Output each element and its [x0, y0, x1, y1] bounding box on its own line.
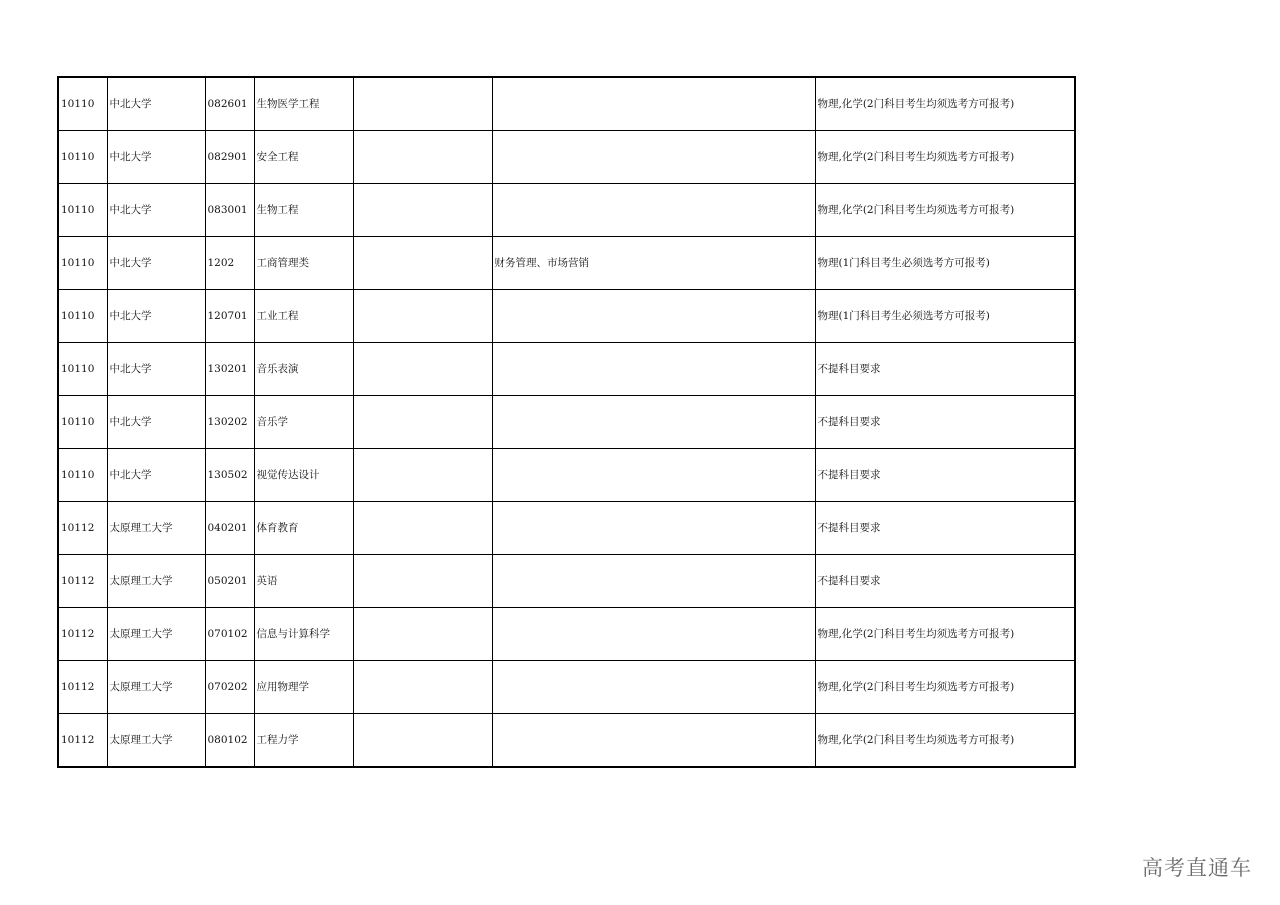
subject-requirement-cell: 不提科目要求 [815, 449, 1075, 502]
subject-requirement-cell: 物理,化学(2门科目考生均须选考方可报考) [815, 131, 1075, 184]
empty-cell [353, 502, 492, 555]
major-code-cell: 070102 [205, 608, 254, 661]
table-row [58, 77, 1075, 131]
major-code-cell: 080102 [205, 714, 254, 768]
included-majors-cell [492, 184, 815, 237]
table-row [58, 237, 1075, 290]
school-name-cell: 太原理工大学 [107, 555, 205, 608]
school-name-cell: 中北大学 [107, 449, 205, 502]
school-code-cell: 10110 [58, 290, 107, 343]
major-code-cell: 082901 [205, 131, 254, 184]
subject-requirement-cell: 不提科目要求 [815, 343, 1075, 396]
table-row [58, 184, 1075, 237]
included-majors-cell [492, 343, 815, 396]
table-row [58, 290, 1075, 343]
empty-cell [353, 343, 492, 396]
major-code-cell: 082601 [205, 77, 254, 131]
major-code-cell: 1202 [205, 237, 254, 290]
school-code-cell: 10112 [58, 661, 107, 714]
school-name-cell: 中北大学 [107, 77, 205, 131]
school-code-cell: 10110 [58, 396, 107, 449]
major-name-cell: 音乐表演 [254, 343, 353, 396]
school-name-cell: 中北大学 [107, 184, 205, 237]
table-row [58, 502, 1075, 555]
major-name-cell: 体育教育 [254, 502, 353, 555]
included-majors-cell [492, 661, 815, 714]
school-code-cell: 10112 [58, 714, 107, 768]
empty-cell [353, 184, 492, 237]
subject-requirement-cell: 物理(1门科目考生必须选考方可报考) [815, 290, 1075, 343]
major-name-cell: 工商管理类 [254, 237, 353, 290]
major-code-cell: 070202 [205, 661, 254, 714]
empty-cell [353, 77, 492, 131]
school-name-cell: 中北大学 [107, 237, 205, 290]
school-name-cell: 中北大学 [107, 290, 205, 343]
subject-requirement-cell: 物理,化学(2门科目考生均须选考方可报考) [815, 714, 1075, 768]
subject-requirement-cell: 物理,化学(2门科目考生均须选考方可报考) [815, 661, 1075, 714]
major-name-cell: 音乐学 [254, 396, 353, 449]
table-row [58, 714, 1075, 768]
school-name-cell: 中北大学 [107, 396, 205, 449]
table-row [58, 555, 1075, 608]
included-majors-cell [492, 77, 815, 131]
major-name-cell: 安全工程 [254, 131, 353, 184]
subject-requirement-cell: 不提科目要求 [815, 396, 1075, 449]
subject-requirements-table [57, 76, 1076, 768]
major-name-cell: 应用物理学 [254, 661, 353, 714]
empty-cell [353, 608, 492, 661]
subject-requirement-cell: 物理(1门科目考生必须选考方可报考) [815, 237, 1075, 290]
included-majors-cell [492, 608, 815, 661]
table-row [58, 661, 1075, 714]
empty-cell [353, 661, 492, 714]
major-code-cell: 130202 [205, 396, 254, 449]
included-majors-cell [492, 396, 815, 449]
included-majors-cell: 财务管理、市场营销 [492, 237, 815, 290]
subject-requirement-cell: 不提科目要求 [815, 502, 1075, 555]
school-code-cell: 10110 [58, 237, 107, 290]
major-name-cell: 英语 [254, 555, 353, 608]
school-name-cell: 中北大学 [107, 343, 205, 396]
included-majors-cell [492, 502, 815, 555]
school-code-cell: 10110 [58, 77, 107, 131]
school-code-cell: 10112 [58, 555, 107, 608]
table-row [58, 449, 1075, 502]
major-name-cell: 工业工程 [254, 290, 353, 343]
subject-requirement-cell: 不提科目要求 [815, 555, 1075, 608]
school-code-cell: 10110 [58, 184, 107, 237]
empty-cell [353, 449, 492, 502]
empty-cell [353, 396, 492, 449]
empty-cell [353, 555, 492, 608]
major-name-cell: 生物医学工程 [254, 77, 353, 131]
school-code-cell: 10110 [58, 449, 107, 502]
major-name-cell: 视觉传达设计 [254, 449, 353, 502]
subject-requirement-cell: 物理,化学(2门科目考生均须选考方可报考) [815, 184, 1075, 237]
school-name-cell: 太原理工大学 [107, 502, 205, 555]
included-majors-cell [492, 449, 815, 502]
subject-requirement-cell: 物理,化学(2门科目考生均须选考方可报考) [815, 608, 1075, 661]
school-name-cell: 中北大学 [107, 131, 205, 184]
major-code-cell: 130201 [205, 343, 254, 396]
school-name-cell: 太原理工大学 [107, 714, 205, 768]
empty-cell [353, 290, 492, 343]
major-code-cell: 050201 [205, 555, 254, 608]
major-name-cell: 生物工程 [254, 184, 353, 237]
school-code-cell: 10112 [58, 502, 107, 555]
school-code-cell: 10110 [58, 131, 107, 184]
table-row [58, 396, 1075, 449]
watermark-logo: 高考直通车 [1142, 856, 1252, 880]
table-row [58, 343, 1075, 396]
included-majors-cell [492, 714, 815, 768]
included-majors-cell [492, 290, 815, 343]
major-name-cell: 工程力学 [254, 714, 353, 768]
school-code-cell: 10112 [58, 608, 107, 661]
empty-cell [353, 131, 492, 184]
included-majors-cell [492, 555, 815, 608]
table-body [58, 77, 1075, 767]
school-code-cell: 10110 [58, 343, 107, 396]
table-row [58, 131, 1075, 184]
subject-requirement-cell: 物理,化学(2门科目考生均须选考方可报考) [815, 77, 1075, 131]
school-name-cell: 太原理工大学 [107, 661, 205, 714]
included-majors-cell [492, 131, 815, 184]
empty-cell [353, 714, 492, 768]
major-code-cell: 130502 [205, 449, 254, 502]
major-code-cell: 040201 [205, 502, 254, 555]
major-code-cell: 120701 [205, 290, 254, 343]
major-name-cell: 信息与计算科学 [254, 608, 353, 661]
school-name-cell: 太原理工大学 [107, 608, 205, 661]
empty-cell [353, 237, 492, 290]
table-row [58, 608, 1075, 661]
major-code-cell: 083001 [205, 184, 254, 237]
